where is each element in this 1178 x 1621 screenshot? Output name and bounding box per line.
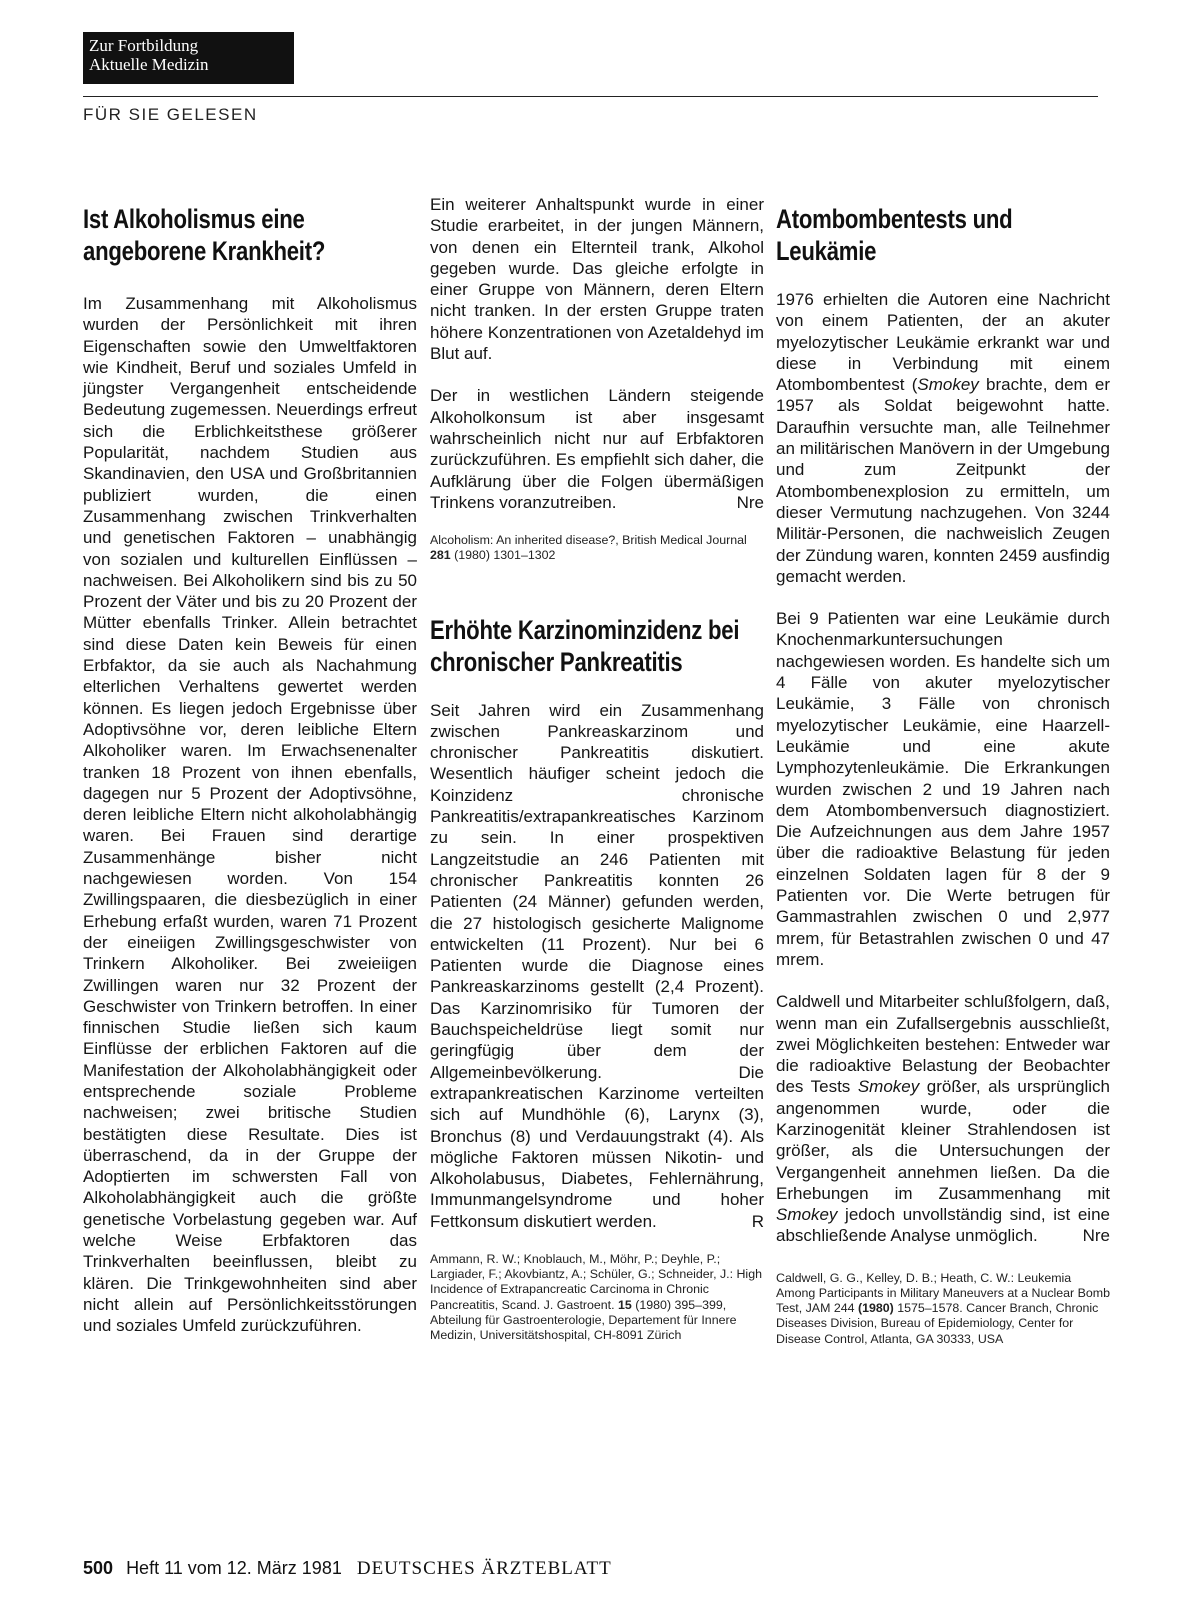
article3-paragraph-3	[776, 991, 1110, 1247]
article1-reference	[430, 533, 764, 563]
article1-ref-text: Alcoholism: An inherited disease?, British Medical Journal	[430, 533, 747, 548]
article2-ref-volume: 15	[618, 1297, 632, 1312]
article2-reference	[430, 1252, 764, 1343]
article3-p3-smokey-2: Smokey	[776, 1205, 838, 1225]
column-1	[83, 203, 417, 1337]
article1-paragraph-2: Ein weiterer Anhaltspunkt wurde in einer Studie erarbeitet, in der jungen Männern, von denen ein Elternteil trank, Alkohol gegeben wurde. Das gleiche erfolgte in einer Gruppe von Männern, deren Eltern nicht tranken. In der ersten Gruppe traten höhere Konzentrationen von Azetaldehyd im Blut auf.	[430, 195, 764, 364]
article3-title: Atombombentests und Leukämie	[776, 204, 1013, 266]
journal-name: DEUTSCHES ÄRZTEBLATT	[356, 1558, 612, 1579]
article3-ref-volume: (1980)	[857, 1301, 894, 1316]
article1-paragraph-3	[430, 385, 764, 513]
article3-paragraph-1	[776, 289, 1110, 587]
article3-p3-smokey-1: Smokey	[857, 1077, 920, 1097]
article2-paragraph-1-text: Seit Jahren wird ein Zusammenhang zwischen Pankreaskarzinom und chronischer Pankreatitis diskutiert. Wesentlich häufiger scheint jedoch die Koinzidenz chronische Pankreatitis/extrapankreatisches Karzinom zu sein. In einer prospektiven Langzeitstudie an 246 Patienten mit chronischer Pankreatitis konnten 26 Patienten (24 Männer) gefunden werden, die 27 histologisch gesicherte Malignome entwickelten (11 Prozent). Nur bei 6 Patienten wurde die Diagnose eines Pankreaskarzinoms gestellt (2,4 Prozent). Das Karzinomrisiko für Tumoren der Bauchspeicheldrüse liegt somit nur geringfügig über dem der Allgemeinbevölkerung. Die extrapankreatischen Karzinome verteilten sich auf Mundhöhle (6), Larynx (3), Bronchus (8) und Verdauungstrakt (4). Als mögliche Faktoren müssen Nikotin- und Alkoholabusus, Diabetes, Fehlernährung, Immunmangelsyndrome und hoher Fettkonsum diskutiert werden.	[430, 700, 764, 1231]
article3-p3-part-c: jedoch unvollständig sind, ist eine abschließende Analyse unmöglich.	[776, 1205, 1110, 1246]
article2-ref-rest: (1980) 395–399, Abteilung für Gastroenterologie, Departement für Innere Medizin, Universitätshospital, CH-8091 Zürich	[430, 1297, 737, 1342]
page-footer	[83, 1558, 612, 1580]
section-label-box	[83, 32, 294, 84]
page-number: 500	[83, 1558, 114, 1578]
article3-ref-rest: 1575–1578. Cancer Branch, Chronic Diseases Division, Bureau of Epidemiology, Center for Disease Control, Atlanta, GA 30333, USA	[776, 1301, 1099, 1346]
article3-p3-part-a: Caldwell und Mitarbeiter schlußfolgern, daß, wenn man ein Zufallsergebnis ausschließt, zwei Möglichkeiten bestehen: Entweder war die radioaktive Belastung der Beobachter des Tests	[776, 992, 1110, 1097]
article3-p3-part-b: größer, als ursprünglich angenommen wurde, oder die Karzinogenität kleiner Strahlendosen ist größer, als die Untersuchungen der Vergangenheit annehmen ließen. Da die Erhebungen im Zusammenhang mit	[776, 1077, 1110, 1203]
article3-ref-text: Caldwell, G. G., Kelley, D. B.; Heath, C. W.: Leukemia Among Participants in Military Maneuvers at a Nuclear Bomb Test, JAM 244	[776, 1270, 1110, 1316]
article1-paragraph-3-text: Der in westlichen Ländern steigende Alkoholkonsum ist aber insgesamt wahrscheinlich nicht nur auf Erbfaktoren zurückzuführen. Es empfiehlt sich daher, die Aufklärung über die Folgen übermäßigen Trinkens voranzutreiben.	[430, 386, 764, 512]
article1-title: Ist Alkoholismus eine angeborene Krankheit?	[83, 204, 326, 266]
section-label-line1: Zur Fortbildung	[89, 36, 199, 55]
article1-ref-volume: 281	[430, 548, 451, 563]
column-2	[430, 195, 764, 1343]
article3-signature: Nre	[1082, 1226, 1110, 1246]
article2-paragraph-1	[430, 700, 764, 1232]
article1-signature: Nre	[736, 492, 764, 512]
kicker: FÜR SIE GELESEN	[83, 105, 258, 124]
article3-paragraph-2: Bei 9 Patienten war eine Leukämie durch Knochenmarkuntersuchungen nachgewiesen worden. Es handelte sich um 4 Fälle von akuter myelozytischer Leukämie, 3 Fälle von chronisch myelozytischer Leukämie, eine Haarzell-Leukämie und eine akute Lymphozytenleukämie. Die Erkrankungen wurden zwischen 2 und 19 Jahren nach dem Atombombenversuch diagnostiziert. Die Aufzeichnungen aus dem Jahre 1957 über die radioaktive Belastung für jeden einzelnen Soldaten lagen für 8 der 9 Patienten vor. Die Werte betrugen für Gammastrahlen zwischen 0 und 2,977 mrem, für Betastrahlen zwischen 0 und 47 mrem.	[776, 609, 1110, 969]
column-3	[776, 203, 1110, 1347]
article3-p1-part-b: brachte, dem er 1957 als Soldat beigewohnt hatte. Daraufhin versuchte man, alle Teilnehmer an militärischen Manövern in der Umgebung und zum Zeitpunkt der Atombombenexplosion zu ermitteln, um dieser Vermutung nachzugehen. Von 3244 Militär-Personen, die nachweislich Zeugen der Zündung waren, konnten 2459 ausfindig gemacht werden.	[776, 375, 1110, 586]
article1-paragraph-1: Im Zusammenhang mit Alkoholismus wurden der Persönlichkeit mit ihren Eigenschaften sowie den Umweltfaktoren wie Kindheit, Beruf und soziales Umfeld in jüngster Vergangenheit entscheidende Bedeutung zugemessen. Neuerdings erfreut sich die Erblichkeitsthese größerer Popularität, nachdem Studien aus Skandinavien, den USA und Großbritannien publiziert wurden, die einen Zusammenhang zwischen Trinkverhalten und genetischen Faktoren – unabhängig von sozialen und kulturellen Einflüssen – nachweisen. Bei Alkoholikern sind bis zu 50 Prozent der Väter und bis zu 20 Prozent der Mütter ebenfalls Trinker. Allein betrachtet sind diese Daten kein Beweis für einen Erbfaktor, da sie auch als Nachahmung elterlichen Verhaltens gewertet werden können. Es liegen jedoch Ergebnisse über Adoptivsöhne vor, deren leibliche Eltern Alkoholiker waren. Im Erwachsenenalter tranken 18 Prozent von ihnen ebenfalls, dagegen nur 5 Prozent der Adoptivsöhne, deren leibliche Eltern nicht alkoholabhängig waren. Bei Frauen sind derartige Zusammenhänge bisher nicht nachgewiesen worden. Von 154 Zwillingspaaren, die diesbezüglich in einer Erhebung erfaßt wurden, waren 71 Prozent der eineiigen Zwillingsgeschwister von Trinkern Alkoholiker. Bei zweieiigen Zwillingen waren nur 32 Prozent der Geschwister von Trinkern betroffen. In einer finnischen Studie ließen sich kaum Einflüsse der erblichen Faktoren auf die Manifestation der Alkoholabhängigkeit oder entsprechende soziale Probleme nachweisen; zwei britische Studien bestätigten diese Resultate. Dies ist überraschend, da in der Gruppe der Adoptierten im schwersten Fall von Alkoholabhängigkeit auch die größte genetische Vorbelastung gegeben war. Auf welche Weise Erbfaktoren das Trinkverhalten beeinflussen, bleibt zu klären. Die Trinkgewohnheiten sind aber nicht allein auf Persönlichkeitsstörungen und soziales Umfeld zurückzuführen.	[83, 294, 417, 1336]
article2-ref-text: Ammann, R. W.; Knoblauch, M., Möhr, P.; Deyhle, P.; Largiader, F.; Akovbiantz, A.; Schüler, G.; Schneider, J.: High Incidence of Extrapancreatic Carcinoma in Chronic Pancreatitis, Scand. J. Gastroent.	[430, 1251, 762, 1312]
article2-signature: R	[751, 1211, 764, 1231]
article3-p1-part-a: 1976 erhielten die Autoren eine Nachricht von einem Patienten, der an akuter myelozytischer Leukämie erkrankt war und diese in Verbindung mit einem Atombombentest (	[776, 290, 1110, 395]
issue-info: Heft 11 vom 12. März 1981	[126, 1558, 342, 1578]
article3-reference	[776, 1271, 1110, 1347]
article3-p1-smokey: Smokey	[917, 375, 979, 395]
section-label-line2: Aktuelle Medizin	[89, 55, 209, 74]
header-rule	[83, 96, 1098, 97]
article2-title: Erhöhte Karzinominzidenz bei chronischer Pankreatitis	[430, 614, 740, 677]
article1-ref-rest: (1980) 1301–1302	[450, 548, 556, 563]
